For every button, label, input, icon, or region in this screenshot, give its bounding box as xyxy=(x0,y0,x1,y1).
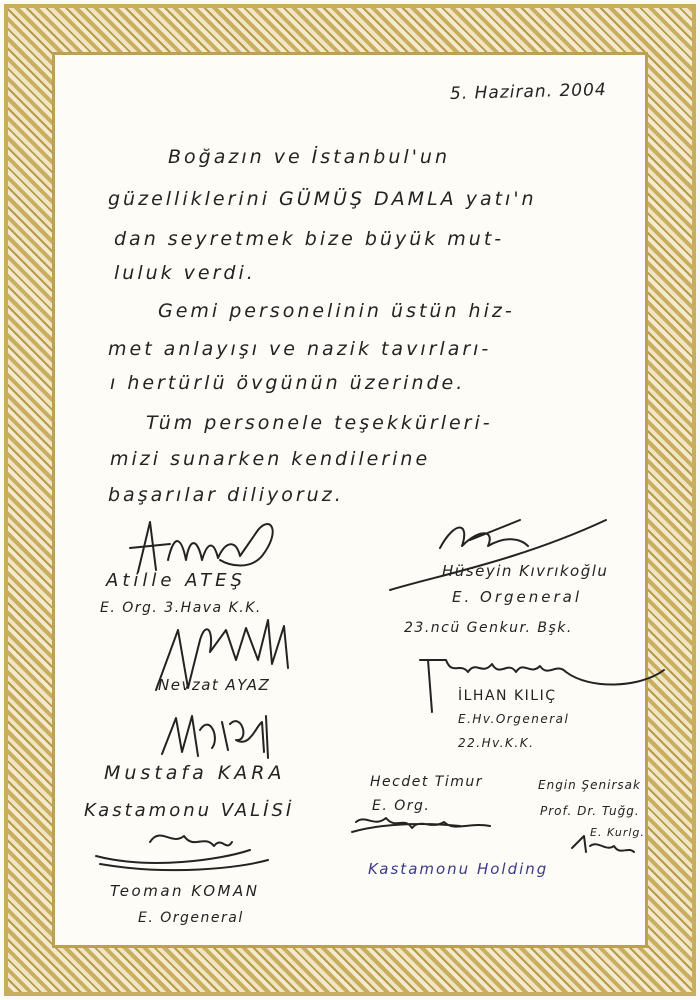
signatory-title-timur: E. Org. xyxy=(372,798,431,814)
signatory-name-ayaz: Nevzat AYAZ xyxy=(158,676,271,694)
signatory-name-timur: Hecdet Timur xyxy=(370,774,483,790)
letter-line: ı hertürlü övgünün üzerinde. xyxy=(110,372,466,394)
letter-line: Boğazın ve İstanbul'un xyxy=(168,146,450,168)
company-name-holding: Kastamonu Holding xyxy=(368,860,549,878)
signatory-title-kilic-1: E.Hv.Orgeneral xyxy=(458,712,570,726)
signatory-title-senirsak-1: Prof. Dr. Tuğg. xyxy=(540,804,640,818)
letter-line: güzelliklerini GÜMÜŞ DAMLA yatı'n xyxy=(108,188,537,210)
letter-date: 5. Haziran. 2004 xyxy=(449,79,607,105)
signatory-title-kara: Kastamonu VALİSİ xyxy=(84,800,295,821)
signatory-name-kara: Mustafa KARA xyxy=(104,762,286,784)
letter-line: dan seyretmek bize büyük mut- xyxy=(114,228,505,250)
signatory-name-kilic: İLHAN KILIÇ xyxy=(458,688,557,704)
signatory-title-kivrikoglu-1: E. Orgeneral xyxy=(452,588,582,606)
letter-line: Tüm personele teşekkürleri- xyxy=(146,412,493,434)
signature-mark-koman xyxy=(96,836,268,871)
letter-line: luluk verdi. xyxy=(114,262,256,284)
letter-line: mizi sunarken kendilerine xyxy=(110,448,431,470)
letter-line: Gemi personelinin üstün hiz- xyxy=(158,300,515,322)
signatory-title-kivrikoglu-2: 23.ncü Genkur. Bşk. xyxy=(404,620,573,636)
letter-line: başarılar diliyoruz. xyxy=(108,484,344,506)
signature-mark-ates xyxy=(130,522,273,572)
signatory-name-kivrikoglu: Hüseyin Kıvrıkoğlu xyxy=(442,562,609,580)
signature-mark-kara xyxy=(162,716,268,758)
letter-line: met anlayışı ve nazik tavırları- xyxy=(108,338,492,360)
signature-mark-timur xyxy=(352,818,490,832)
signature-mark-kilic xyxy=(420,660,664,712)
signatory-name-ates: Atille ATEŞ xyxy=(106,570,246,591)
signatory-title-koman: E. Orgeneral xyxy=(138,910,244,926)
signatory-title-ates: E. Org. 3.Hava K.K. xyxy=(100,600,262,616)
signatory-title-kilic-2: 22.Hv.K.K. xyxy=(458,736,535,750)
signatory-name-senirsak: Engin Şenirsak xyxy=(538,778,641,792)
signatory-name-koman: Teoman KOMAN xyxy=(110,882,260,900)
signatory-title-senirsak-2: E. Kurlg. xyxy=(590,826,645,839)
